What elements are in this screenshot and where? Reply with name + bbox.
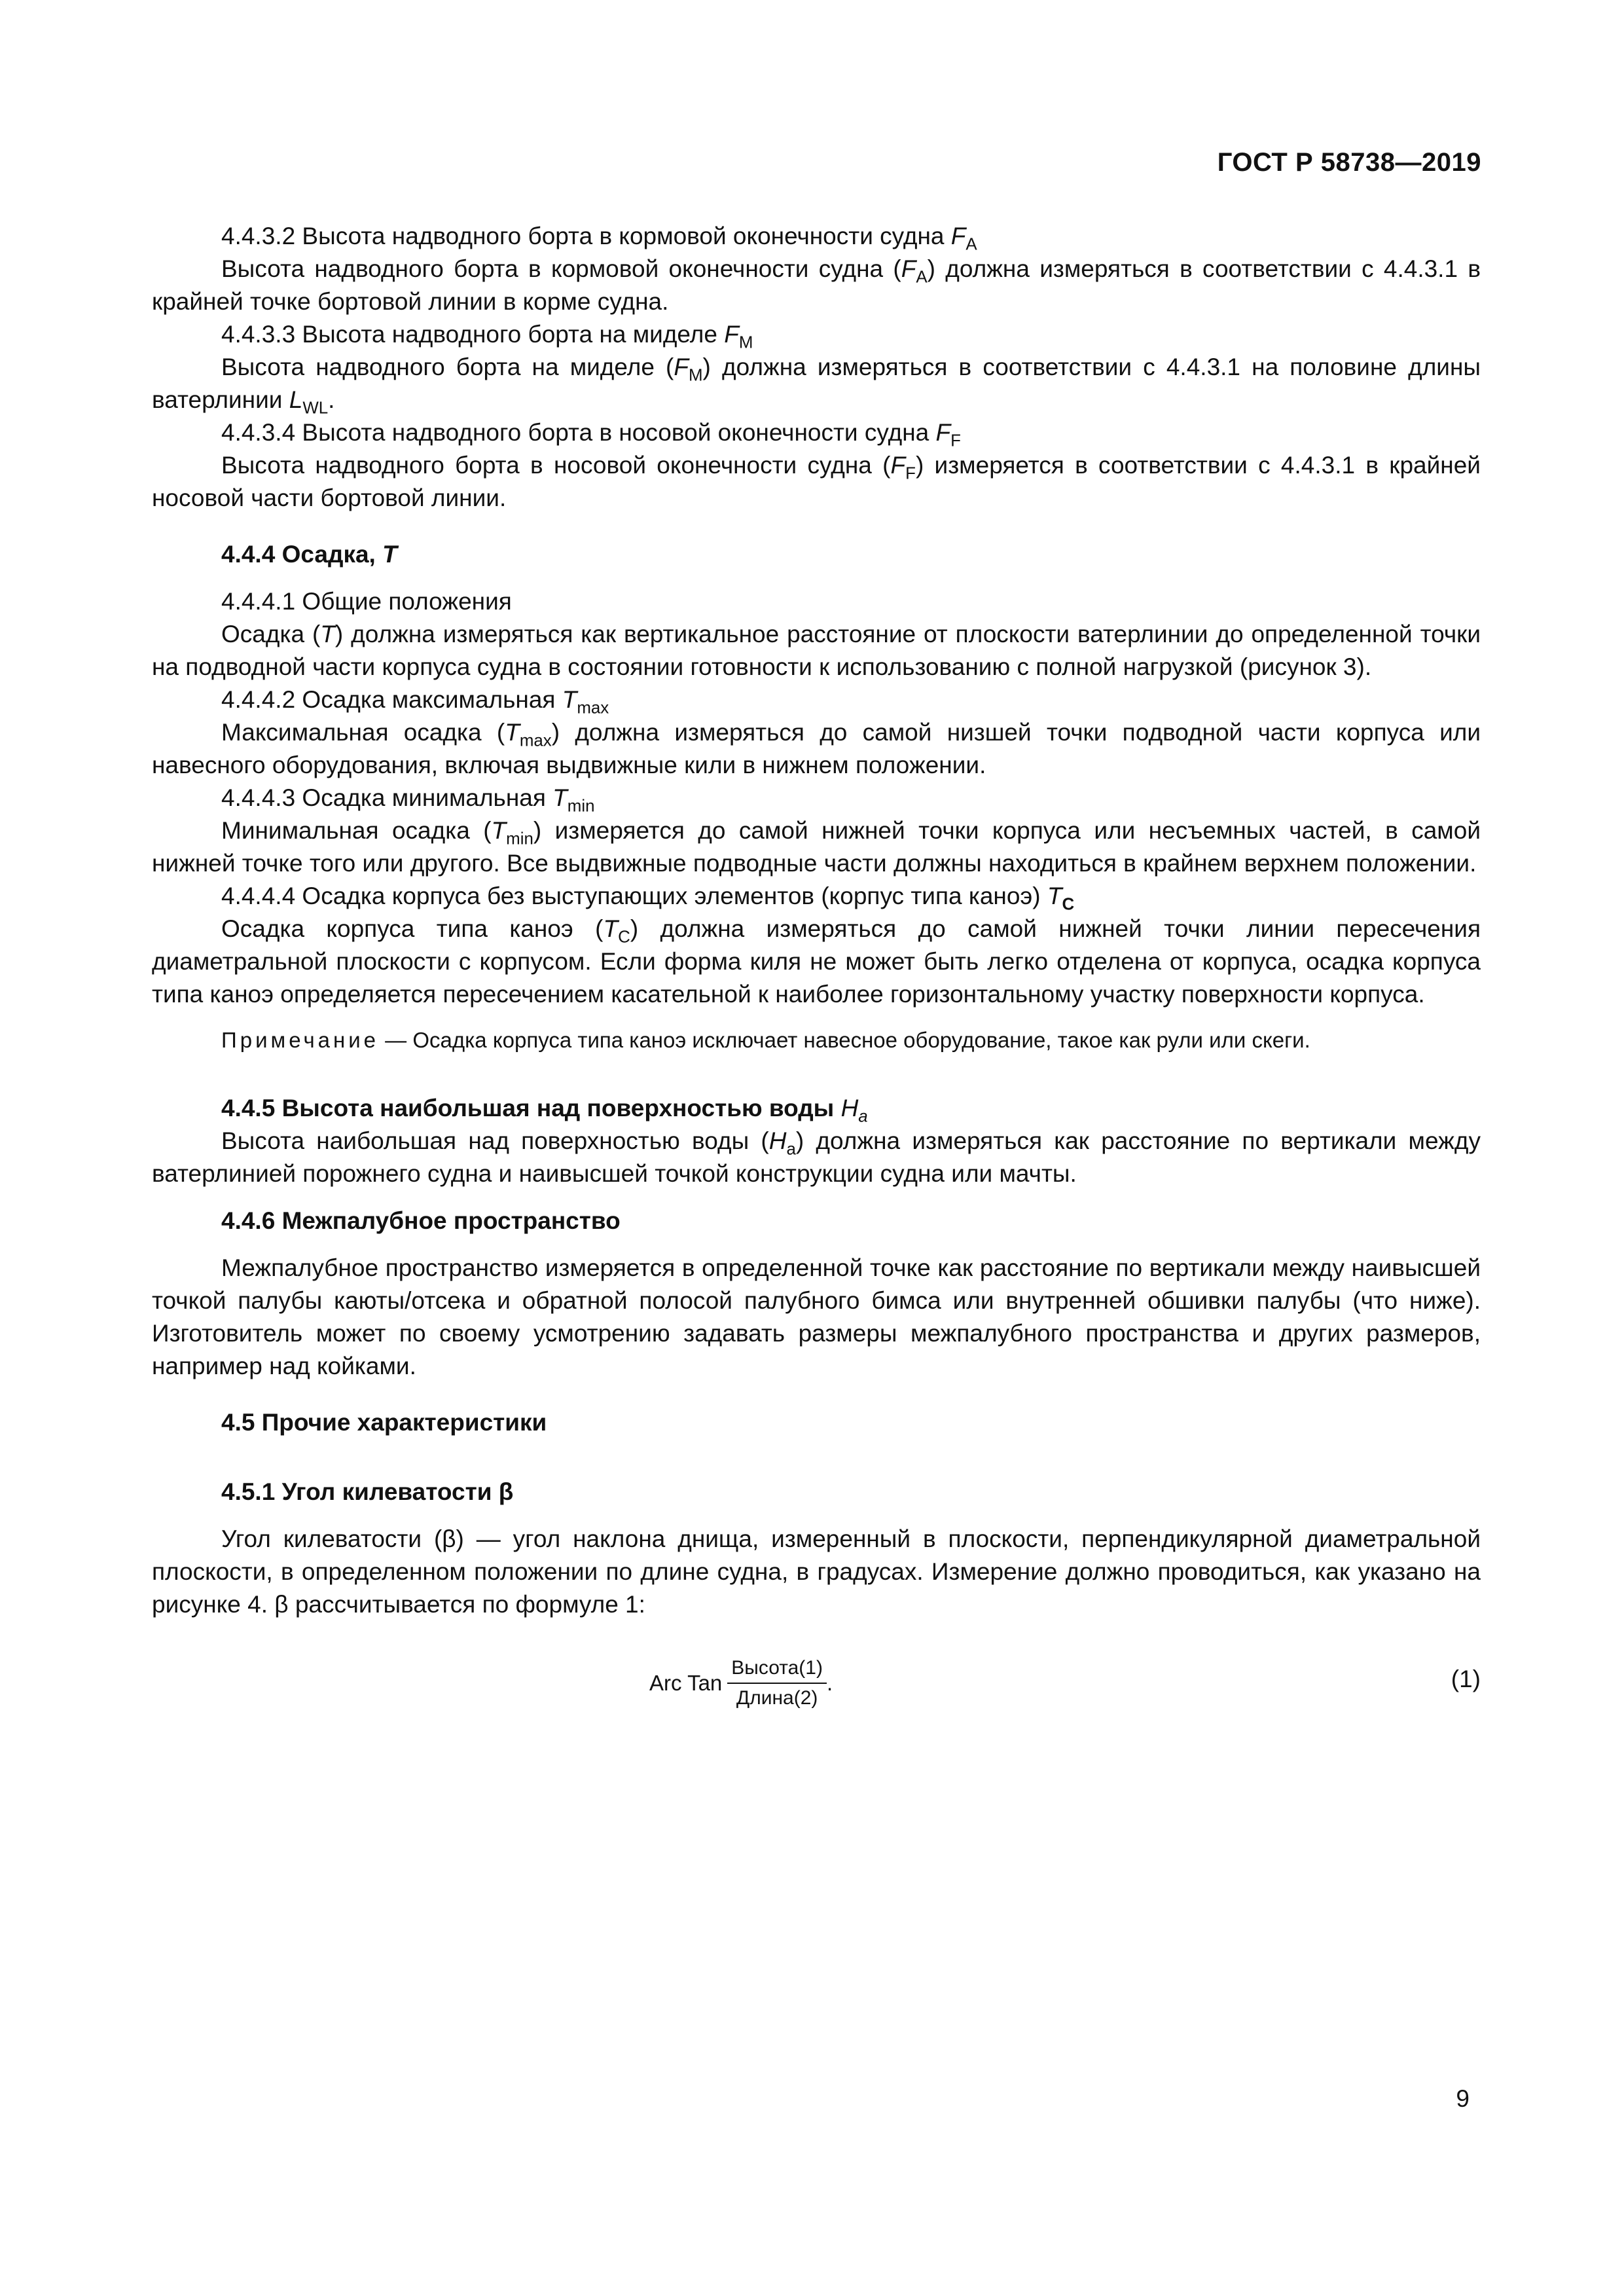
paragraph-4-5-1-body: Угол килеватости (β) — угол наклона днища, измеренный в плоскости, перпендикулярной диаметральной плоскости, в определенном положении по длине судна, в градусах. Измерение должно проводиться, как указано на рисунке 4. β рассчитывается по формуле 1: bbox=[152, 1525, 1481, 1618]
heading-4-5: 4.5 Прочие характеристики bbox=[221, 1409, 547, 1436]
paragraph-4-4-3-2-body: Высота надводного борта в кормовой оконечности судна $(F_A)$ должна измеряться в соответствии с 4.4.3.1 в крайней точке бортовой линии в корме судна. bbox=[152, 255, 1481, 315]
heading-4-4-5: 4.4.5 Высота наибольшая над поверхностью воды $H_a$ bbox=[221, 1095, 868, 1126]
formula-fraction bbox=[727, 1655, 827, 1711]
note-label: Примечание bbox=[221, 1028, 380, 1052]
paragraph-4-4-4-2-title: 4.4.4.2 Осадка максимальная $T_{max}$ bbox=[221, 686, 609, 718]
paragraph-4-4-4-3-title: 4.4.4.3 Осадка минимальная $T_{min}$ bbox=[221, 784, 595, 816]
note: Примечание — Осадка корпуса типа каноэ исключает навесное оборудование, такое как рули или скеги. bbox=[221, 1028, 1310, 1052]
paragraph-4-4-3-2-title: 4.4.3.2 Высота надводного борта в кормовой оконечности судна $F_A$ bbox=[221, 223, 977, 254]
paragraph-4-4-4-4-title: 4.4.4.4 Осадка корпуса без выступающих элементов (корпус типа каноэ) $T_C$ bbox=[221, 883, 1075, 914]
heading-4-4-4: 4.4.4 Осадка, T bbox=[221, 541, 397, 568]
formula-number: (1) bbox=[1451, 1666, 1481, 1692]
paragraph-4-4-6-body: Межпалубное пространство измеряется в определенной точке как расстояние по вертикали между наивысшей точкой палубы каюты/отсека и обратной полосой палубного бимса или внутренней обшивки палубы (что ниже). Изготовитель может по своему усмотрению задавать размеры межпалубного пространства и других размеров, например над койками. bbox=[152, 1254, 1481, 1379]
formula-1 bbox=[152, 1643, 1481, 1735]
heading-4-4-6: 4.4.6 Межпалубное пространство bbox=[221, 1207, 621, 1234]
standard-code: ГОСТ Р 58738—2019 bbox=[1217, 148, 1481, 177]
paragraph-4-4-4-1-body: Осадка (T) должна измеряться как вертикальное расстояние от плоскости ватерлинии до определенной точки на подводной части корпуса судна в состоянии готовности к использованию с полной нагрузкой (рисунок 3). bbox=[152, 621, 1481, 680]
paragraph-4-4-4-3-body: Минимальная осадка $(T_{min})$ измеряется до самой нижней точки корпуса или несъемных частей, в самой нижней точке того или другого. Все выдвижные подводные части должны находиться в крайнем верхнем положении. bbox=[152, 817, 1481, 877]
paragraph-4-4-4-2-body: Максимальная осадка $(T_{max})$ должна измеряться до самой низшей точки подводной части корпуса или навесного оборудования, включая выдвижные кили в нижнем положении. bbox=[152, 719, 1481, 778]
formula-numerator: Высота(1) bbox=[727, 1655, 827, 1684]
page-body bbox=[152, 220, 1481, 1735]
formula-function: Arc Tan bbox=[649, 1671, 723, 1695]
heading-4-5-1: 4.5.1 Угол килеватости β bbox=[221, 1478, 514, 1505]
paragraph-4-4-3-4-body: Высота надводного борта в носовой оконечности судна $(F_F)$ измеряется в соответствии с 4.4.3.1 в крайней носовой части бортовой линии. bbox=[152, 452, 1481, 511]
page-number: 9 bbox=[1456, 2085, 1470, 2112]
paragraph-4-4-3-4-title: 4.4.3.4 Высота надводного борта в носовой оконечности судна $F_F$ bbox=[221, 419, 961, 450]
paragraph-4-4-4-1-title: 4.4.4.1 Общие положения bbox=[221, 588, 512, 615]
formula-denominator: Длина(2) bbox=[736, 1687, 818, 1709]
paragraph-4-4-3-3-body: Высота надводного борта на миделе $(F_M)$ должна измеряться в соответствии с 4.4.3.1 на половине длины ватерлинии $L_{WL}$. bbox=[152, 354, 1481, 418]
paragraph-4-4-4-4-body: Осадка корпуса типа каноэ $(T_C)$ должна измеряться до самой нижней точки линии пересечения диаметральной плоскости с корпусом. Если форма киля не может быть легко отделена от корпуса, осадка корпуса типа каноэ определяется пересечением касательной к наиболее горизонтальному участку поверхности корпуса. bbox=[152, 915, 1481, 1008]
paragraph-4-4-3-3-title: 4.4.3.3 Высота надводного борта на миделе $F_M$ bbox=[221, 321, 753, 352]
paragraph-4-4-5-body: Высота наибольшая над поверхностью воды $(H_a)$ должна измеряться как расстояние по вертикали между ватерлинией порожнего судна и наивысшей точкой конструкции судна или мачты. bbox=[152, 1127, 1481, 1187]
formula-trailing: . bbox=[826, 1671, 833, 1695]
formula-expression bbox=[649, 1655, 833, 1711]
